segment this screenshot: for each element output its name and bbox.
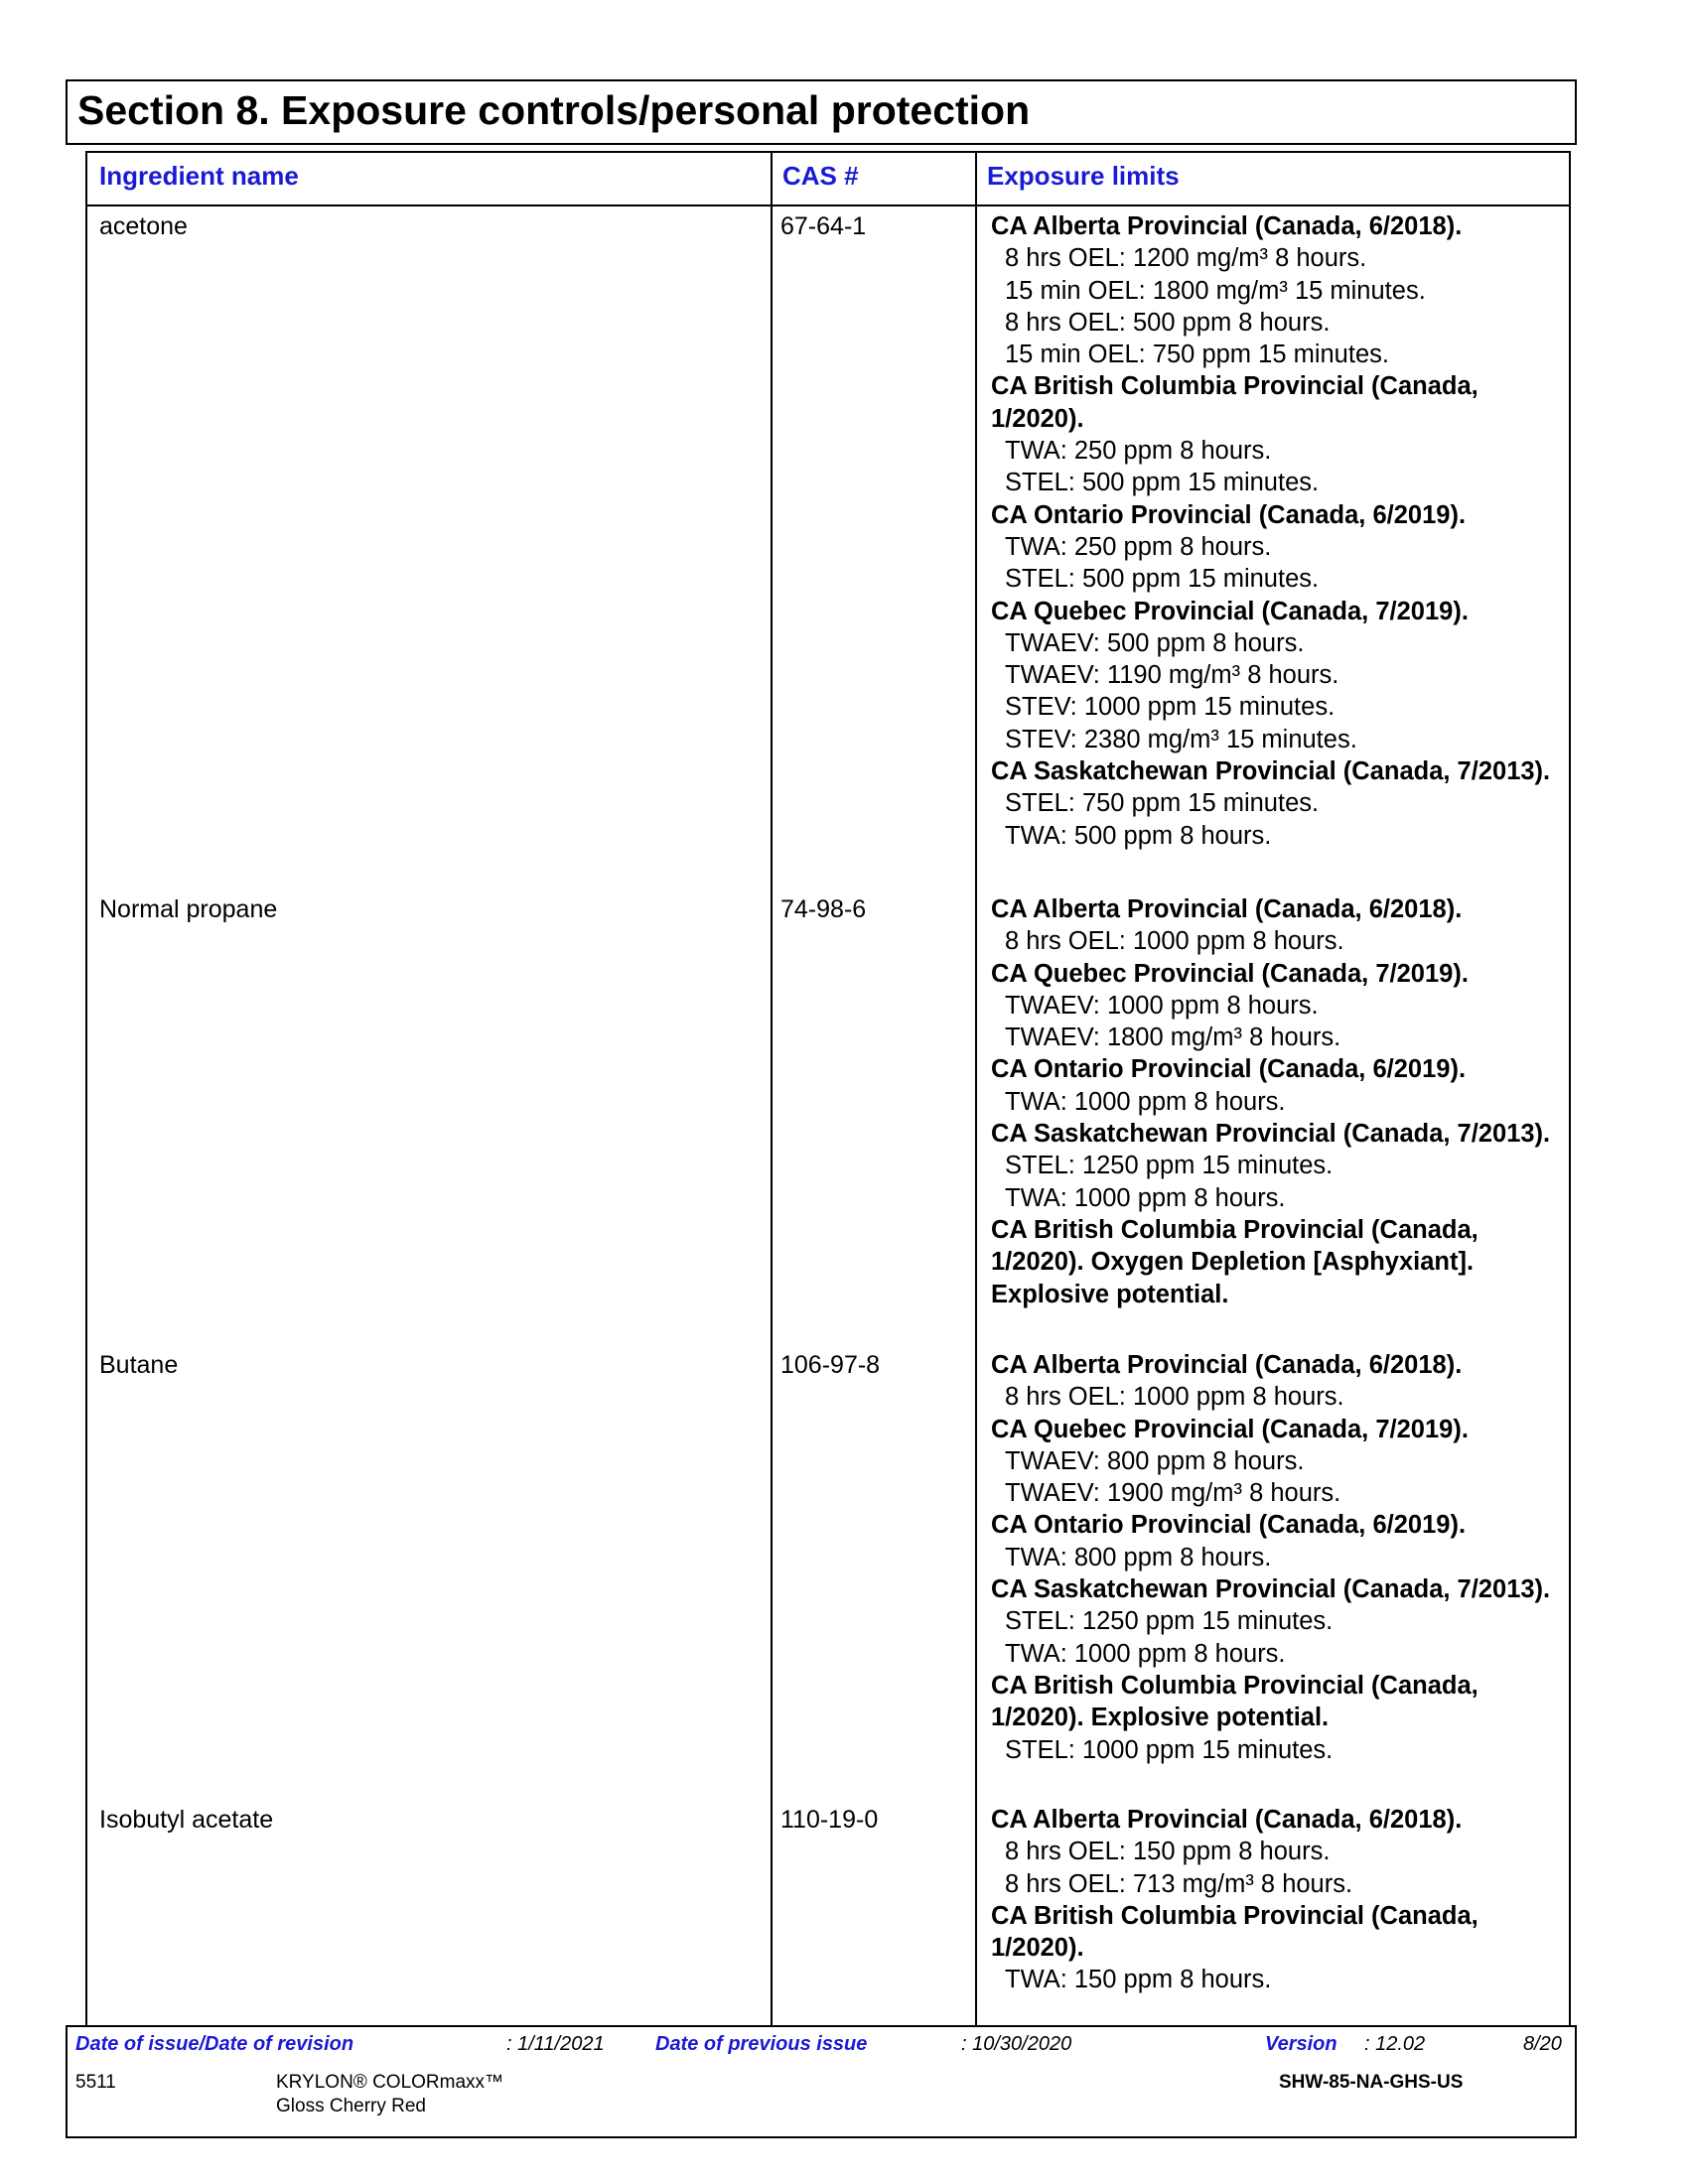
row-cas: 106-97-8	[780, 1351, 881, 1379]
limit-value: 8 hrs OEL: 1000 ppm 8 hours.	[1005, 927, 1344, 956]
limit-value: 8 hrs OEL: 1200 mg/m³ 8 hours.	[1005, 244, 1367, 273]
limit-value: TWAEV: 1800 mg/m³ 8 hours.	[1005, 1024, 1341, 1052]
limit-value: 8 hrs OEL: 500 ppm 8 hours.	[1005, 308, 1331, 337]
limit-value: STEL: 500 ppm 15 minutes.	[1005, 565, 1320, 594]
limit-agency: CA British Columbia Provincial (Canada, 1/2020).	[991, 1901, 1478, 1963]
page-number: 8/20	[1523, 2033, 1562, 2055]
row-ingredient: acetone	[99, 212, 188, 240]
limit-value: TWA: 800 ppm 8 hours.	[1005, 1543, 1272, 1571]
limit-value: TWAEV: 1900 mg/m³ 8 hours.	[1005, 1479, 1341, 1508]
previous-issue-value: : 10/30/2020	[961, 2033, 1072, 2055]
product-code: 5511	[75, 2072, 116, 2093]
limit-agency: CA Saskatchewan Provincial (Canada, 7/2013).	[991, 1575, 1551, 1604]
product-variant: Gloss Cherry Red	[276, 2096, 426, 2116]
issue-date-value: : 1/11/2021	[506, 2033, 605, 2055]
limit-value: 8 hrs OEL: 713 mg/m³ 8 hours.	[1005, 1869, 1353, 1898]
limit-agency: CA Quebec Provincial (Canada, 7/2019).	[991, 959, 1469, 988]
limit-value: 15 min OEL: 750 ppm 15 minutes.	[1005, 341, 1389, 369]
limit-agency: CA Ontario Provincial (Canada, 6/2019).	[991, 1055, 1467, 1084]
limit-agency: CA Saskatchewan Provincial (Canada, 7/2013).	[991, 757, 1551, 786]
limit-value: TWAEV: 800 ppm 8 hours.	[1005, 1446, 1305, 1475]
version-label: Version	[1265, 2033, 1337, 2055]
limit-agency: CA Alberta Provincial (Canada, 6/2018).	[991, 212, 1463, 240]
limit-value: TWA: 250 ppm 8 hours.	[1005, 437, 1272, 466]
limit-agency: CA Alberta Provincial (Canada, 6/2018).	[991, 1806, 1463, 1834]
exposure-table	[85, 151, 1571, 2025]
limit-value: TWAEV: 500 ppm 8 hours.	[1005, 628, 1305, 657]
limit-agency: CA Quebec Provincial (Canada, 7/2019).	[991, 597, 1469, 625]
row-cas: 110-19-0	[780, 1806, 879, 1834]
limit-value: STEV: 1000 ppm 15 minutes.	[1005, 693, 1336, 722]
row-cas: 74-98-6	[780, 895, 867, 923]
limit-value: STEL: 1000 ppm 15 minutes.	[1005, 1735, 1334, 1764]
limit-agency: CA Quebec Provincial (Canada, 7/2019).	[991, 1415, 1469, 1443]
limit-agency: CA British Columbia Provincial (Canada, 1/2020). Oxygen Depletion [Asphyxiant]. Explosive potential.	[991, 1215, 1478, 1308]
row-limits	[991, 893, 1567, 1310]
row-limits	[991, 210, 1567, 852]
header-limits: Exposure limits	[975, 153, 1569, 206]
limit-agency: CA British Columbia Provincial (Canada, 1/2020). Explosive potential.	[991, 1671, 1478, 1732]
issue-date-label: Date of issue/Date of revision	[75, 2033, 354, 2055]
limit-value: TWA: 150 ppm 8 hours.	[1005, 1966, 1272, 1994]
limit-agency: CA Ontario Provincial (Canada, 6/2019).	[991, 1511, 1467, 1540]
limit-value: TWAEV: 1000 ppm 8 hours.	[1005, 991, 1319, 1020]
limit-agency: CA Ontario Provincial (Canada, 6/2019).	[991, 500, 1467, 529]
page-footer	[66, 2025, 1577, 2138]
document-id: SHW-85-NA-GHS-US	[1279, 2072, 1464, 2093]
header-cas: CAS #	[771, 153, 975, 206]
row-ingredient: Butane	[99, 1351, 179, 1379]
row-ingredient: Isobutyl acetate	[99, 1806, 274, 1834]
header-ingredient: Ingredient name	[87, 153, 771, 206]
limit-value: 8 hrs OEL: 1000 ppm 8 hours.	[1005, 1383, 1344, 1412]
limit-agency: CA British Columbia Provincial (Canada, 1/2020).	[991, 372, 1478, 433]
limit-value: TWA: 250 ppm 8 hours.	[1005, 532, 1272, 561]
limit-value: 15 min OEL: 1800 mg/m³ 15 minutes.	[1005, 276, 1426, 305]
limit-value: TWA: 1000 ppm 8 hours.	[1005, 1639, 1286, 1668]
limit-value: TWA: 500 ppm 8 hours.	[1005, 821, 1272, 850]
row-cas: 67-64-1	[780, 212, 867, 240]
limit-value: TWA: 1000 ppm 8 hours.	[1005, 1087, 1286, 1116]
limit-value: TWAEV: 1190 mg/m³ 8 hours.	[1005, 661, 1339, 690]
limit-value: TWA: 1000 ppm 8 hours.	[1005, 1183, 1286, 1212]
product-name: KRYLON® COLORmaxx™	[276, 2072, 504, 2093]
limit-value: STEL: 1250 ppm 15 minutes.	[1005, 1607, 1334, 1636]
limit-agency: CA Saskatchewan Provincial (Canada, 7/2013).	[991, 1120, 1551, 1149]
section-header	[66, 79, 1577, 145]
row-limits	[991, 1804, 1567, 1996]
limit-value: STEL: 750 ppm 15 minutes.	[1005, 789, 1320, 818]
column-divider	[975, 153, 977, 2025]
limit-value: STEV: 2380 mg/m³ 15 minutes.	[1005, 725, 1357, 753]
limit-agency: CA Alberta Provincial (Canada, 6/2018).	[991, 895, 1463, 923]
row-limits	[991, 1349, 1567, 1766]
limit-value: STEL: 500 ppm 15 minutes.	[1005, 469, 1320, 497]
row-ingredient: Normal propane	[99, 895, 278, 923]
limit-value: 8 hrs OEL: 150 ppm 8 hours.	[1005, 1838, 1331, 1866]
column-divider	[771, 153, 773, 2025]
section-title: Section 8. Exposure controls/personal protection	[77, 87, 1031, 133]
limit-value: STEL: 1250 ppm 15 minutes.	[1005, 1152, 1334, 1180]
version-value: : 12.02	[1364, 2033, 1426, 2055]
previous-issue-label: Date of previous issue	[655, 2033, 868, 2055]
limit-agency: CA Alberta Provincial (Canada, 6/2018).	[991, 1351, 1463, 1379]
